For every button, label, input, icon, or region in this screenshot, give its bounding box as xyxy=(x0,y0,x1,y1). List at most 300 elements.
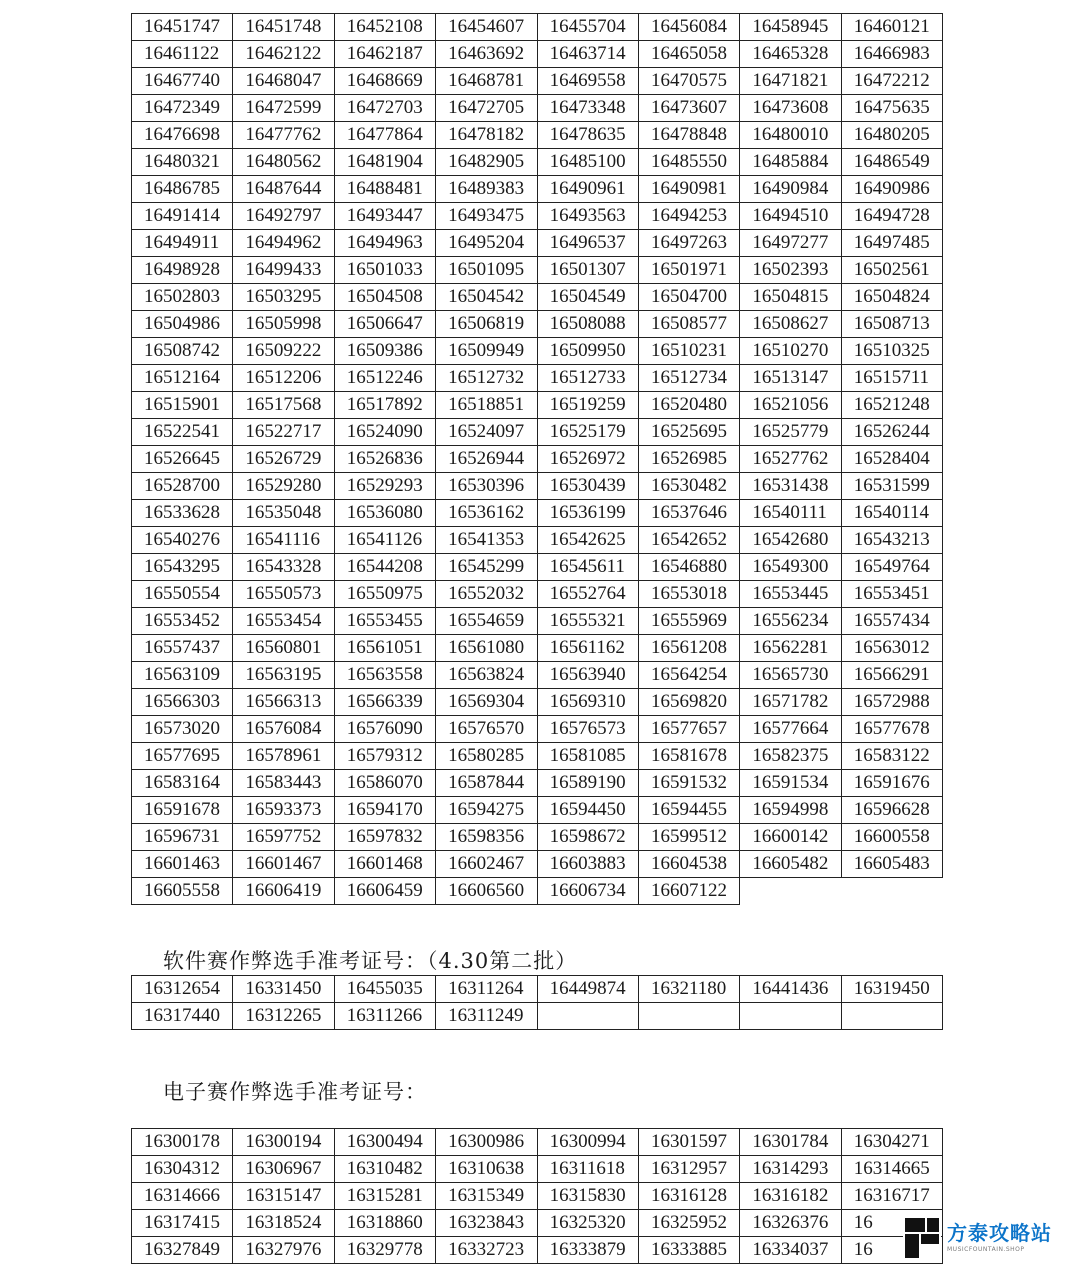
id-cell: 16467740 xyxy=(132,68,233,95)
id-cell: 16310638 xyxy=(436,1156,537,1183)
table-row xyxy=(132,122,943,149)
id-cell: 16603883 xyxy=(537,851,638,878)
id-cell: 16524090 xyxy=(334,419,435,446)
id-cell: 16561162 xyxy=(537,635,638,662)
id-cell: 16606419 xyxy=(233,878,334,905)
id-cell: 16572988 xyxy=(841,689,942,716)
table-row xyxy=(132,1210,943,1237)
id-cell: 16509950 xyxy=(537,338,638,365)
id-cell: 16529280 xyxy=(233,473,334,500)
id-cell: 16508713 xyxy=(841,311,942,338)
id-cell: 16513147 xyxy=(740,365,841,392)
table-row xyxy=(132,41,943,68)
id-cell: 16318860 xyxy=(334,1210,435,1237)
id-cell: 16512734 xyxy=(638,365,739,392)
id-cell: 16573020 xyxy=(132,716,233,743)
id-cell: 16594275 xyxy=(436,797,537,824)
id-cell: 16465328 xyxy=(740,41,841,68)
id-cell: 16543328 xyxy=(233,554,334,581)
id-cell: 16326376 xyxy=(740,1210,841,1237)
id-cell: 16301784 xyxy=(740,1129,841,1156)
id-cell: 16501307 xyxy=(537,257,638,284)
id-cell: 16476698 xyxy=(132,122,233,149)
id-cell: 16537646 xyxy=(638,500,739,527)
id-cell: 16441436 xyxy=(740,976,841,1003)
id-cell: 16494728 xyxy=(841,203,942,230)
id-cell: 16508088 xyxy=(537,311,638,338)
id-cell: 16535048 xyxy=(233,500,334,527)
id-cell: 16478635 xyxy=(537,122,638,149)
table-row xyxy=(132,1129,943,1156)
id-cell: 16300994 xyxy=(537,1129,638,1156)
id-cell: 16517892 xyxy=(334,392,435,419)
table-row xyxy=(132,311,943,338)
id-cell: 16485100 xyxy=(537,149,638,176)
table-row xyxy=(132,14,943,41)
id-cell: 16325320 xyxy=(537,1210,638,1237)
id-cell: 16521248 xyxy=(841,392,942,419)
id-cell: 16458945 xyxy=(740,14,841,41)
id-cell: 16545611 xyxy=(537,554,638,581)
id-cell: 16596731 xyxy=(132,824,233,851)
id-cell: 16512246 xyxy=(334,365,435,392)
id-cell: 16563195 xyxy=(233,662,334,689)
id-cell xyxy=(537,1003,638,1030)
id-cell: 16452108 xyxy=(334,14,435,41)
id-cell: 16488481 xyxy=(334,176,435,203)
id-cell: 16315281 xyxy=(334,1183,435,1210)
id-cell: 16569304 xyxy=(436,689,537,716)
id-cell: 16508627 xyxy=(740,311,841,338)
id-cell: 16576573 xyxy=(537,716,638,743)
id-cell: 16473608 xyxy=(740,95,841,122)
id-cell: 16518851 xyxy=(436,392,537,419)
id-cell: 16591532 xyxy=(638,770,739,797)
logo-blocks-icon xyxy=(903,1216,941,1260)
id-cell: 16549300 xyxy=(740,554,841,581)
id-cell: 16315349 xyxy=(436,1183,537,1210)
id-cell: 16461122 xyxy=(132,41,233,68)
id-cell: 16589190 xyxy=(537,770,638,797)
id-cell: 16563558 xyxy=(334,662,435,689)
id-cell: 16576570 xyxy=(436,716,537,743)
id-cell: 16606734 xyxy=(537,878,638,905)
id-cell: 16323843 xyxy=(436,1210,537,1237)
id-cell: 16301597 xyxy=(638,1129,739,1156)
id-cell: 16577664 xyxy=(740,716,841,743)
id-cell: 16494911 xyxy=(132,230,233,257)
id-cell: 16583122 xyxy=(841,743,942,770)
id-cell: 16502393 xyxy=(740,257,841,284)
table-row xyxy=(132,284,943,311)
id-cell: 16470575 xyxy=(638,68,739,95)
id-cell: 16553451 xyxy=(841,581,942,608)
electronic-cheating-id-table xyxy=(131,1128,943,1264)
table-row xyxy=(132,554,943,581)
id-cell: 16522717 xyxy=(233,419,334,446)
id-cell: 16509222 xyxy=(233,338,334,365)
id-cell: 16314665 xyxy=(841,1156,942,1183)
id-cell: 16502561 xyxy=(841,257,942,284)
table-row xyxy=(132,770,943,797)
table-row xyxy=(132,797,943,824)
id-cell: 16524097 xyxy=(436,419,537,446)
table-row xyxy=(132,581,943,608)
id-cell: 16556234 xyxy=(740,608,841,635)
id-cell: 16332723 xyxy=(436,1237,537,1264)
id-cell: 16565730 xyxy=(740,662,841,689)
table-row xyxy=(132,95,943,122)
id-cell: 16317415 xyxy=(132,1210,233,1237)
id-cell: 16600142 xyxy=(740,824,841,851)
id-cell: 16312654 xyxy=(132,976,233,1003)
id-cell: 16509386 xyxy=(334,338,435,365)
table-row xyxy=(132,743,943,770)
id-cell: 16557434 xyxy=(841,608,942,635)
id-cell: 16569310 xyxy=(537,689,638,716)
electronic-section-heading: 电子赛作弊选手准考证号： xyxy=(163,1080,427,1104)
id-cell: 16304271 xyxy=(841,1129,942,1156)
id-cell xyxy=(638,1003,739,1030)
table-row xyxy=(132,1156,943,1183)
cheating-id-table-main xyxy=(131,13,943,905)
id-cell: 16478182 xyxy=(436,122,537,149)
id-cell: 16597752 xyxy=(233,824,334,851)
table-row xyxy=(132,527,943,554)
id-cell: 16522541 xyxy=(132,419,233,446)
id-cell xyxy=(740,1003,841,1030)
id-cell: 16525779 xyxy=(740,419,841,446)
id-cell: 16314293 xyxy=(740,1156,841,1183)
id-cell: 16587844 xyxy=(436,770,537,797)
table-row xyxy=(132,149,943,176)
id-cell: 16594998 xyxy=(740,797,841,824)
id-cell: 16480321 xyxy=(132,149,233,176)
id-cell: 16482905 xyxy=(436,149,537,176)
id-cell: 16531438 xyxy=(740,473,841,500)
id-cell: 16486549 xyxy=(841,149,942,176)
id-cell: 16560801 xyxy=(233,635,334,662)
id-cell: 16502803 xyxy=(132,284,233,311)
table-row xyxy=(132,608,943,635)
id-cell: 16529293 xyxy=(334,473,435,500)
id-cell: 16504549 xyxy=(537,284,638,311)
id-cell: 16477762 xyxy=(233,122,334,149)
id-cell: 16468781 xyxy=(436,68,537,95)
id-cell: 16546880 xyxy=(638,554,739,581)
id-cell: 16525695 xyxy=(638,419,739,446)
id-cell: 16561051 xyxy=(334,635,435,662)
table-row xyxy=(132,851,943,878)
id-cell: 16333879 xyxy=(537,1237,638,1264)
id-cell: 16504700 xyxy=(638,284,739,311)
id-cell: 16553445 xyxy=(740,581,841,608)
table-row xyxy=(132,662,943,689)
id-cell: 16594455 xyxy=(638,797,739,824)
id-cell: 16525179 xyxy=(537,419,638,446)
id-cell: 16549764 xyxy=(841,554,942,581)
id-cell: 16480010 xyxy=(740,122,841,149)
id-cell: 16327976 xyxy=(233,1237,334,1264)
table-row xyxy=(132,473,943,500)
id-cell: 16601467 xyxy=(233,851,334,878)
id-cell: 16465058 xyxy=(638,41,739,68)
id-cell: 16471821 xyxy=(740,68,841,95)
id-cell: 16494963 xyxy=(334,230,435,257)
id-cell: 16493563 xyxy=(537,203,638,230)
id-cell: 16606459 xyxy=(334,878,435,905)
id-cell: 16504824 xyxy=(841,284,942,311)
id-cell: 16466983 xyxy=(841,41,942,68)
id-cell: 16552032 xyxy=(436,581,537,608)
id-cell: 16591676 xyxy=(841,770,942,797)
id-cell: 16526972 xyxy=(537,446,638,473)
id-cell: 16541353 xyxy=(436,527,537,554)
id-cell: 16598672 xyxy=(537,824,638,851)
id-cell: 16526944 xyxy=(436,446,537,473)
id-cell: 16480562 xyxy=(233,149,334,176)
id-cell: 16542652 xyxy=(638,527,739,554)
id-cell: 16498928 xyxy=(132,257,233,284)
id-cell: 16602467 xyxy=(436,851,537,878)
id-cell: 16536162 xyxy=(436,500,537,527)
table-row xyxy=(132,68,943,95)
site-watermark xyxy=(903,1211,1073,1265)
id-cell: 16601468 xyxy=(334,851,435,878)
table-row xyxy=(132,716,943,743)
id-cell: 16486785 xyxy=(132,176,233,203)
id-cell: 16553018 xyxy=(638,581,739,608)
id-cell: 16 xyxy=(841,1210,942,1237)
id-cell: 16599512 xyxy=(638,824,739,851)
id-cell: 16526985 xyxy=(638,446,739,473)
id-cell: 16334037 xyxy=(740,1237,841,1264)
id-cell: 16571782 xyxy=(740,689,841,716)
table-row xyxy=(132,1183,943,1210)
id-cell: 16496537 xyxy=(537,230,638,257)
id-cell: 16541126 xyxy=(334,527,435,554)
id-cell: 16451747 xyxy=(132,14,233,41)
id-cell: 16304312 xyxy=(132,1156,233,1183)
id-cell: 16508742 xyxy=(132,338,233,365)
id-cell: 16462187 xyxy=(334,41,435,68)
id-cell: 16472705 xyxy=(436,95,537,122)
id-cell: 16509949 xyxy=(436,338,537,365)
id-cell: 16566339 xyxy=(334,689,435,716)
id-cell: 16515711 xyxy=(841,365,942,392)
id-cell: 16564254 xyxy=(638,662,739,689)
id-cell: 16600558 xyxy=(841,824,942,851)
id-cell: 16577695 xyxy=(132,743,233,770)
id-cell: 16506819 xyxy=(436,311,537,338)
id-cell: 16536080 xyxy=(334,500,435,527)
id-cell: 16563824 xyxy=(436,662,537,689)
id-cell: 16605483 xyxy=(841,851,942,878)
id-cell: 16478848 xyxy=(638,122,739,149)
id-cell: 16477864 xyxy=(334,122,435,149)
id-cell: 16563109 xyxy=(132,662,233,689)
watermark-site-name: 方泰攻略站 xyxy=(947,1221,1052,1245)
table-row xyxy=(132,689,943,716)
id-cell: 16472349 xyxy=(132,95,233,122)
id-cell: 16321180 xyxy=(638,976,739,1003)
id-cell: 16300986 xyxy=(436,1129,537,1156)
id-cell: 16463692 xyxy=(436,41,537,68)
id-cell: 16542625 xyxy=(537,527,638,554)
table-row xyxy=(132,419,943,446)
id-cell: 16540114 xyxy=(841,500,942,527)
id-cell: 16451748 xyxy=(233,14,334,41)
id-cell: 16553454 xyxy=(233,608,334,635)
table-row xyxy=(132,824,943,851)
id-cell: 16576090 xyxy=(334,716,435,743)
id-cell: 16530396 xyxy=(436,473,537,500)
id-cell: 16554659 xyxy=(436,608,537,635)
id-cell: 16460121 xyxy=(841,14,942,41)
id-cell: 16594450 xyxy=(537,797,638,824)
id-cell: 16606560 xyxy=(436,878,537,905)
id-cell: 16333885 xyxy=(638,1237,739,1264)
id-cell: 16579312 xyxy=(334,743,435,770)
id-cell: 16489383 xyxy=(436,176,537,203)
id-cell: 16327849 xyxy=(132,1237,233,1264)
id-cell: 16508577 xyxy=(638,311,739,338)
id-cell: 16543213 xyxy=(841,527,942,554)
id-cell: 16495204 xyxy=(436,230,537,257)
table-row xyxy=(132,257,943,284)
id-cell: 16566303 xyxy=(132,689,233,716)
id-cell: 16543295 xyxy=(132,554,233,581)
id-cell xyxy=(841,1003,942,1030)
id-cell: 16604538 xyxy=(638,851,739,878)
id-cell: 16504986 xyxy=(132,311,233,338)
id-cell: 16528700 xyxy=(132,473,233,500)
id-cell: 16578961 xyxy=(233,743,334,770)
id-cell: 16306967 xyxy=(233,1156,334,1183)
id-cell: 16329778 xyxy=(334,1237,435,1264)
id-cell: 16300194 xyxy=(233,1129,334,1156)
id-cell: 16566313 xyxy=(233,689,334,716)
id-cell: 16527762 xyxy=(740,446,841,473)
id-cell: 16510231 xyxy=(638,338,739,365)
software-section-heading: 软件赛作弊选手准考证号：（4.30第二批） xyxy=(163,949,578,973)
id-cell: 16555321 xyxy=(537,608,638,635)
id-cell: 16581085 xyxy=(537,743,638,770)
id-cell: 16469558 xyxy=(537,68,638,95)
id-cell: 16561080 xyxy=(436,635,537,662)
id-cell: 16485884 xyxy=(740,149,841,176)
id-cell: 16561208 xyxy=(638,635,739,662)
id-cell: 16487644 xyxy=(233,176,334,203)
id-cell: 16315830 xyxy=(537,1183,638,1210)
id-cell: 16583164 xyxy=(132,770,233,797)
id-cell: 16526729 xyxy=(233,446,334,473)
id-cell: 16601463 xyxy=(132,851,233,878)
id-cell: 16314666 xyxy=(132,1183,233,1210)
table-row xyxy=(132,976,943,1003)
id-cell: 16449874 xyxy=(537,976,638,1003)
id-cell: 16455035 xyxy=(334,976,435,1003)
table-row xyxy=(132,500,943,527)
id-cell: 16312957 xyxy=(638,1156,739,1183)
table-row xyxy=(132,203,943,230)
id-cell: 16497277 xyxy=(740,230,841,257)
id-cell: 16594170 xyxy=(334,797,435,824)
id-cell: 16472212 xyxy=(841,68,942,95)
id-cell: 16536199 xyxy=(537,500,638,527)
id-cell: 16504508 xyxy=(334,284,435,311)
id-cell: 16481904 xyxy=(334,149,435,176)
id-cell: 16512164 xyxy=(132,365,233,392)
id-cell: 16316717 xyxy=(841,1183,942,1210)
table-row xyxy=(132,338,943,365)
id-cell: 16499433 xyxy=(233,257,334,284)
id-cell: 16501971 xyxy=(638,257,739,284)
id-cell: 16605558 xyxy=(132,878,233,905)
id-cell: 16504542 xyxy=(436,284,537,311)
id-cell: 16473607 xyxy=(638,95,739,122)
id-cell: 16480205 xyxy=(841,122,942,149)
id-cell: 16576084 xyxy=(233,716,334,743)
id-cell: 16533628 xyxy=(132,500,233,527)
id-cell: 16506647 xyxy=(334,311,435,338)
table-row xyxy=(132,878,943,905)
id-cell: 16526836 xyxy=(334,446,435,473)
id-cell: 16331450 xyxy=(233,976,334,1003)
id-cell: 16510270 xyxy=(740,338,841,365)
id-cell: 16454607 xyxy=(436,14,537,41)
id-cell: 16605482 xyxy=(740,851,841,878)
id-cell: 16591534 xyxy=(740,770,841,797)
id-cell: 16300178 xyxy=(132,1129,233,1156)
id-cell: 16315147 xyxy=(233,1183,334,1210)
id-cell: 16512733 xyxy=(537,365,638,392)
id-cell: 16597832 xyxy=(334,824,435,851)
id-cell: 16490981 xyxy=(638,176,739,203)
id-cell: 16521056 xyxy=(740,392,841,419)
id-cell: 16475635 xyxy=(841,95,942,122)
id-cell: 16492797 xyxy=(233,203,334,230)
blank-cell xyxy=(740,878,841,905)
id-cell: 16491414 xyxy=(132,203,233,230)
id-cell: 16311264 xyxy=(436,976,537,1003)
id-cell: 16493475 xyxy=(436,203,537,230)
id-cell: 16463714 xyxy=(537,41,638,68)
id-cell: 16472703 xyxy=(334,95,435,122)
software-cheating-id-table xyxy=(131,975,943,1030)
id-cell: 16562281 xyxy=(740,635,841,662)
id-cell: 16490986 xyxy=(841,176,942,203)
table-row xyxy=(132,230,943,257)
id-cell: 16490984 xyxy=(740,176,841,203)
id-cell: 16553455 xyxy=(334,608,435,635)
id-cell: 16555969 xyxy=(638,608,739,635)
blank-cell xyxy=(841,878,942,905)
id-cell: 16 xyxy=(841,1237,942,1264)
id-cell: 16490961 xyxy=(537,176,638,203)
id-cell: 16456084 xyxy=(638,14,739,41)
id-cell: 16591678 xyxy=(132,797,233,824)
id-cell: 16311618 xyxy=(537,1156,638,1183)
id-cell: 16505998 xyxy=(233,311,334,338)
id-cell: 16520480 xyxy=(638,392,739,419)
id-cell: 16557437 xyxy=(132,635,233,662)
id-cell: 16580285 xyxy=(436,743,537,770)
id-cell: 16607122 xyxy=(638,878,739,905)
id-cell: 16593373 xyxy=(233,797,334,824)
id-cell: 16566291 xyxy=(841,662,942,689)
id-cell: 16501095 xyxy=(436,257,537,284)
